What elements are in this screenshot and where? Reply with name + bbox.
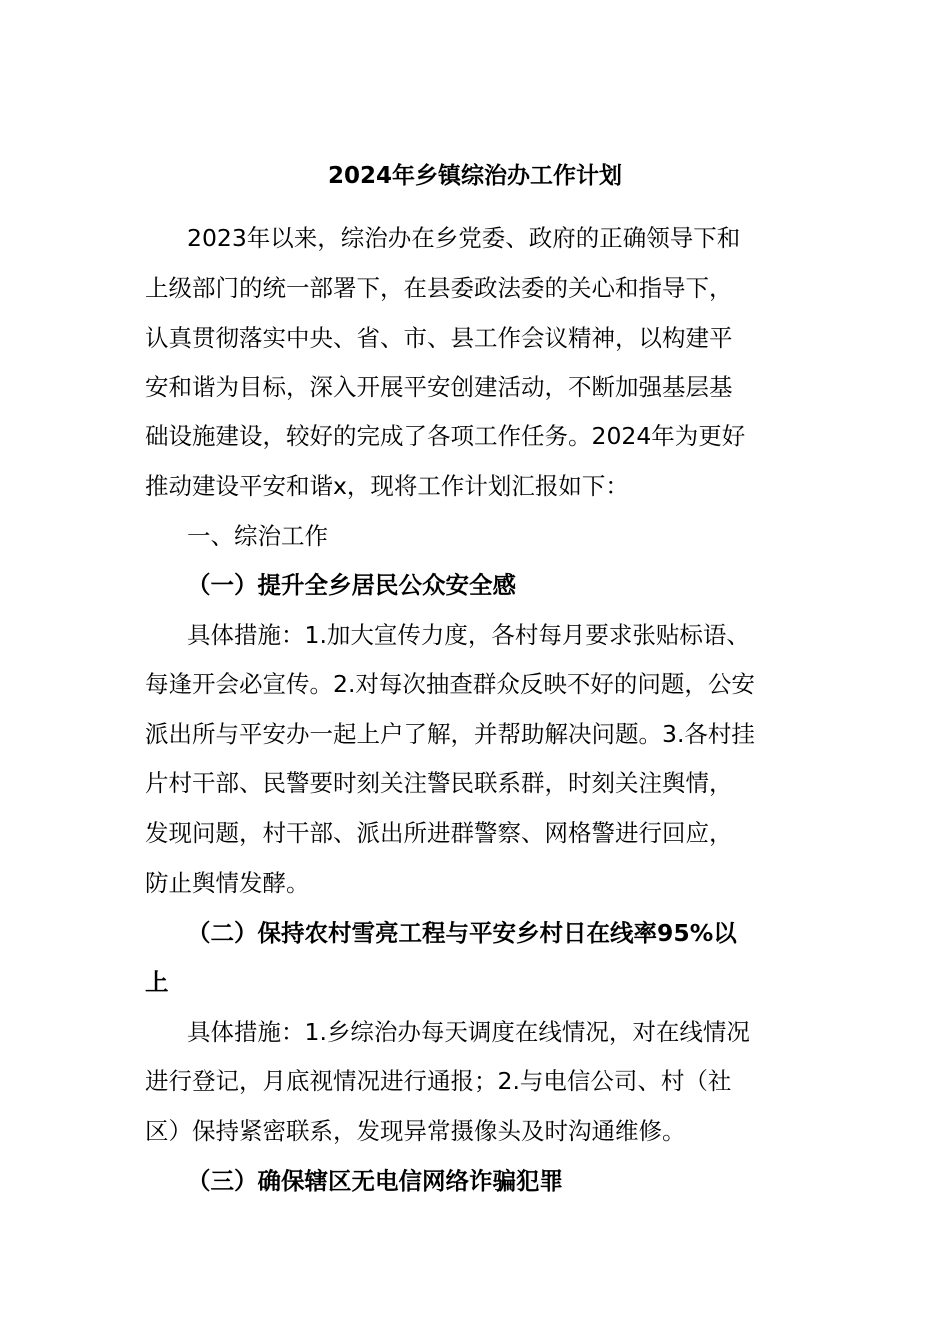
paragraph-line: 片村干部、民警要时刻关注警民联系群，时刻关注舆情， bbox=[145, 769, 733, 797]
paragraph-line: 具体措施：1.加大宣传力度，各村每月要求张贴标语、 bbox=[187, 621, 750, 649]
subsection-heading: （二）保持农村雪亮工程与平安乡村日在线率95%以 bbox=[187, 919, 737, 947]
paragraph-line: 础设施建设，较好的完成了各项工作任务。2024年为更好 bbox=[145, 422, 746, 450]
paragraph-line: 进行登记，月底视情况进行通报；2.与电信公司、村（社 bbox=[145, 1067, 732, 1095]
paragraph-line: 2023年以来，综治办在乡党委、政府的正确领导下和 bbox=[187, 224, 741, 252]
section-heading: 一、综治工作 bbox=[187, 522, 328, 550]
subsection-heading: （一）提升全乡居民公众安全感 bbox=[187, 571, 516, 599]
paragraph-line: 派出所与平安办一起上户了解，并帮助解决问题。3.各村挂 bbox=[145, 720, 755, 748]
subsection-heading: （三）确保辖区无电信网络诈骗犯罪 bbox=[187, 1167, 563, 1195]
paragraph-line: 认真贯彻落实中央、省、市、县工作会议精神，以构建平 bbox=[145, 324, 733, 352]
paragraph-line: 安和谐为目标，深入开展平安创建活动，不断加强基层基 bbox=[145, 373, 733, 401]
paragraph-line: 防止舆情发酵。 bbox=[145, 869, 310, 897]
paragraph-line: 每逢开会必宣传。2.对每次抽查群众反映不好的问题，公安 bbox=[145, 670, 755, 698]
paragraph-line: 区）保持紧密联系，发现异常摄像头及时沟通维修。 bbox=[145, 1117, 686, 1145]
subsection-heading: 上 bbox=[145, 968, 169, 996]
paragraph-line: 推动建设平安和谐x，现将工作计划汇报如下： bbox=[145, 472, 629, 500]
paragraph-line: 上级部门的统一部署下，在县委政法委的关心和指导下， bbox=[145, 274, 733, 302]
document-title: 2024年乡镇综治办工作计划 bbox=[327, 163, 622, 189]
paragraph-line: 具体措施：1.乡综治办每天调度在线情况，对在线情况 bbox=[187, 1018, 750, 1046]
paragraph-line: 发现问题，村干部、派出所进群警察、网格警进行回应， bbox=[145, 819, 733, 847]
